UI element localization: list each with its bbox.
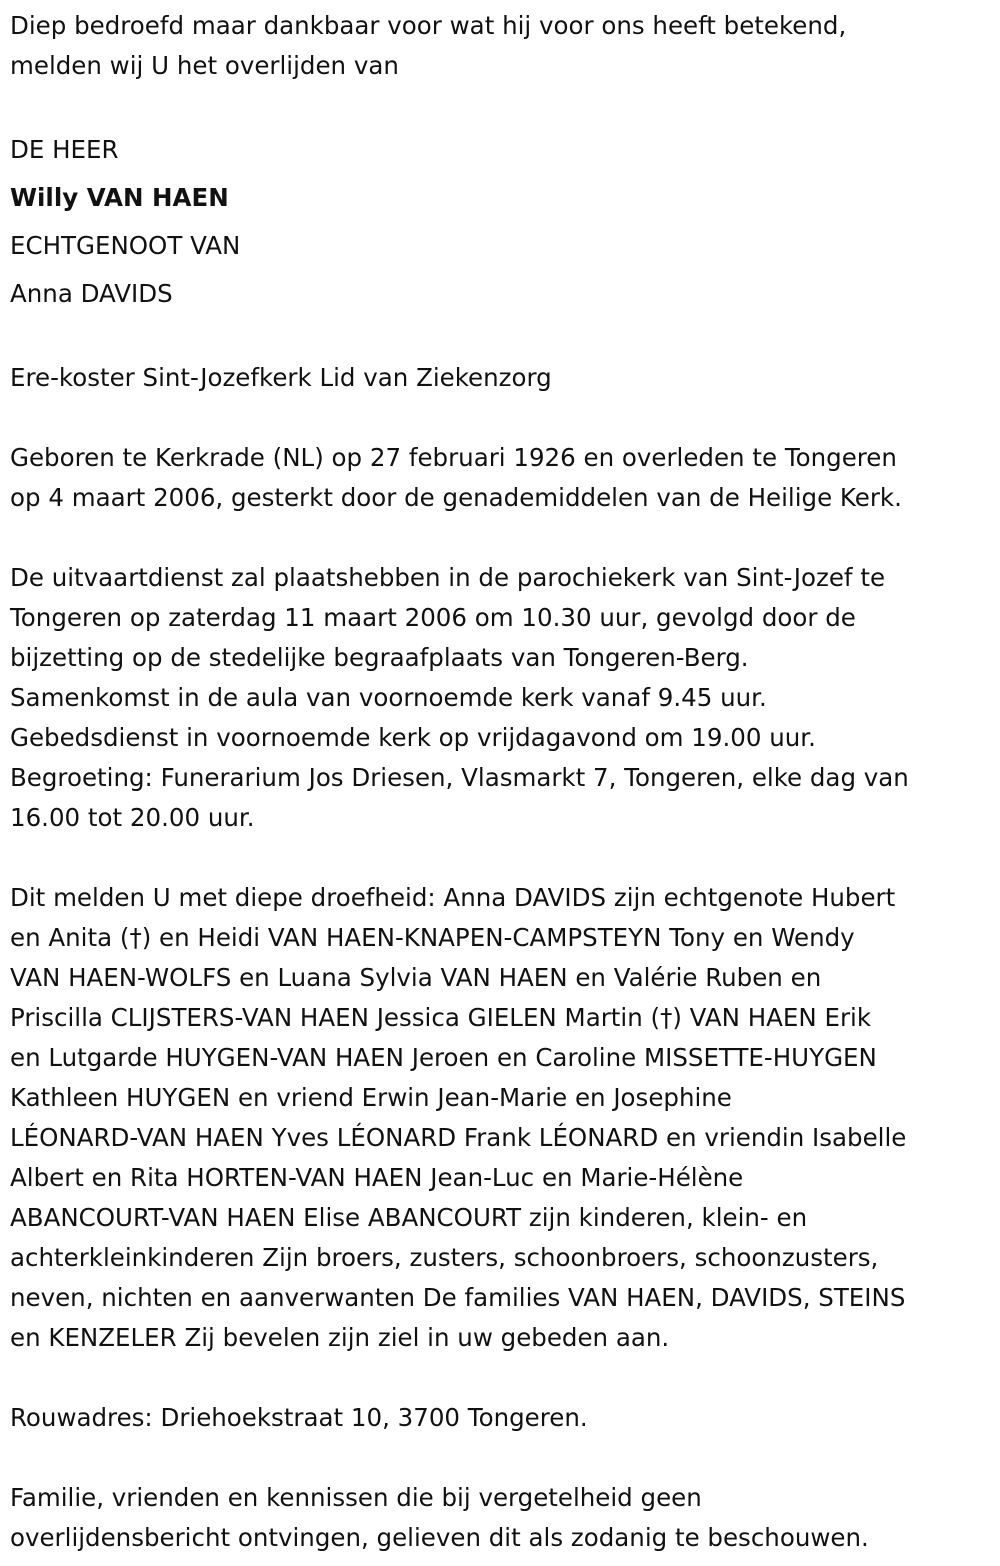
roles-paragraph: [10, 358, 1000, 398]
text-line: melden wij U het overlijden van: [10, 51, 399, 80]
text-line: Albert en Rita HORTEN-VAN HAEN Jean-Luc en Marie-Hélène: [10, 1163, 744, 1192]
text-line: Kathleen HUYGEN en vriend Erwin Jean-Marie en Josephine: [10, 1083, 732, 1112]
text-line: Begroeting: Funerarium Jos Driesen, Vlasmarkt 7, Tongeren, elke dag van: [10, 763, 909, 792]
text-line: en KENZELER Zij bevelen zijn ziel in uw gebeden aan.: [10, 1323, 670, 1352]
deceased-name: Willy VAN HAEN: [10, 183, 229, 212]
text-line: en Anita (†) en Heidi VAN HAEN-KNAPEN-CAMPSTEYN Tony en Wendy: [10, 923, 855, 952]
text-line: Gebedsdienst in voornoemde kerk op vrijdagavond om 19.00 uur.: [10, 723, 816, 752]
spouse-name: Anna DAVIDS: [10, 279, 173, 308]
text-line: Rouwadres: Driehoekstraat 10, 3700 Tongeren.: [10, 1403, 588, 1432]
text-line: Familie, vrienden en kennissen die bij vergetelheid geen: [10, 1483, 702, 1512]
text-line: Geboren te Kerkrade (NL) op 27 februari 1926 en overleden te Tongeren: [10, 443, 897, 472]
intro-paragraph: [10, 6, 1000, 86]
text-line: ABANCOURT-VAN HAEN Elise ABANCOURT zijn kinderen, klein- en: [10, 1203, 808, 1232]
text-line: VAN HAEN-WOLFS en Luana Sylvia VAN HAEN en Valérie Ruben en: [10, 963, 822, 992]
family-paragraph: [10, 878, 1000, 1358]
text-line: 16.00 tot 20.00 uur.: [10, 803, 255, 832]
text-line: Ere-koster Sint-Jozefkerk Lid van Ziekenzorg: [10, 363, 552, 392]
text-line: op 4 maart 2006, gesterkt door de genademiddelen van de Heilige Kerk.: [10, 483, 902, 512]
text-line: bijzetting op de stedelijke begraafplaats van Tongeren-Berg.: [10, 643, 749, 672]
text-line: Diep bedroefd maar dankbaar voor wat hij voor ons heeft betekend,: [10, 11, 847, 40]
closing-paragraph: [10, 1478, 1000, 1558]
funeral-paragraph: [10, 558, 1000, 838]
text-line: Samenkomst in de aula van voornoemde kerk vanaf 9.45 uur.: [10, 683, 767, 712]
text-line: Tongeren op zaterdag 11 maart 2006 om 10.30 uur, gevolgd door de: [10, 603, 856, 632]
text-line: neven, nichten en aanverwanten De families VAN HAEN, DAVIDS, STEINS: [10, 1283, 906, 1312]
birth-death-paragraph: [10, 438, 1000, 518]
text-line: Dit melden U met diepe droefheid: Anna DAVIDS zijn echtgenote Hubert: [10, 883, 896, 912]
text-line: Priscilla CLIJSTERS-VAN HAEN Jessica GIELEN Martin (†) VAN HAEN Erik: [10, 1003, 872, 1032]
address-paragraph: [10, 1398, 1000, 1438]
text-line: overlijdensbericht ontvingen, gelieven dit als zodanig te beschouwen.: [10, 1523, 869, 1552]
text-line: achterkleinkinderen Zijn broers, zusters, schoonbroers, schoonzusters,: [10, 1243, 879, 1272]
text-line: De uitvaartdienst zal plaatshebben in de parochiekerk van Sint-Jozef te: [10, 563, 886, 592]
text-line: LÉONARD-VAN HAEN Yves LÉONARD Frank LÉONARD en vriendin Isabelle: [10, 1123, 907, 1152]
honorific: DE HEER: [10, 135, 119, 164]
spouse-label: ECHTGENOOT VAN: [10, 231, 241, 260]
text-line: en Lutgarde HUYGEN-VAN HAEN Jeroen en Caroline MISSETTE-HUYGEN: [10, 1043, 877, 1072]
